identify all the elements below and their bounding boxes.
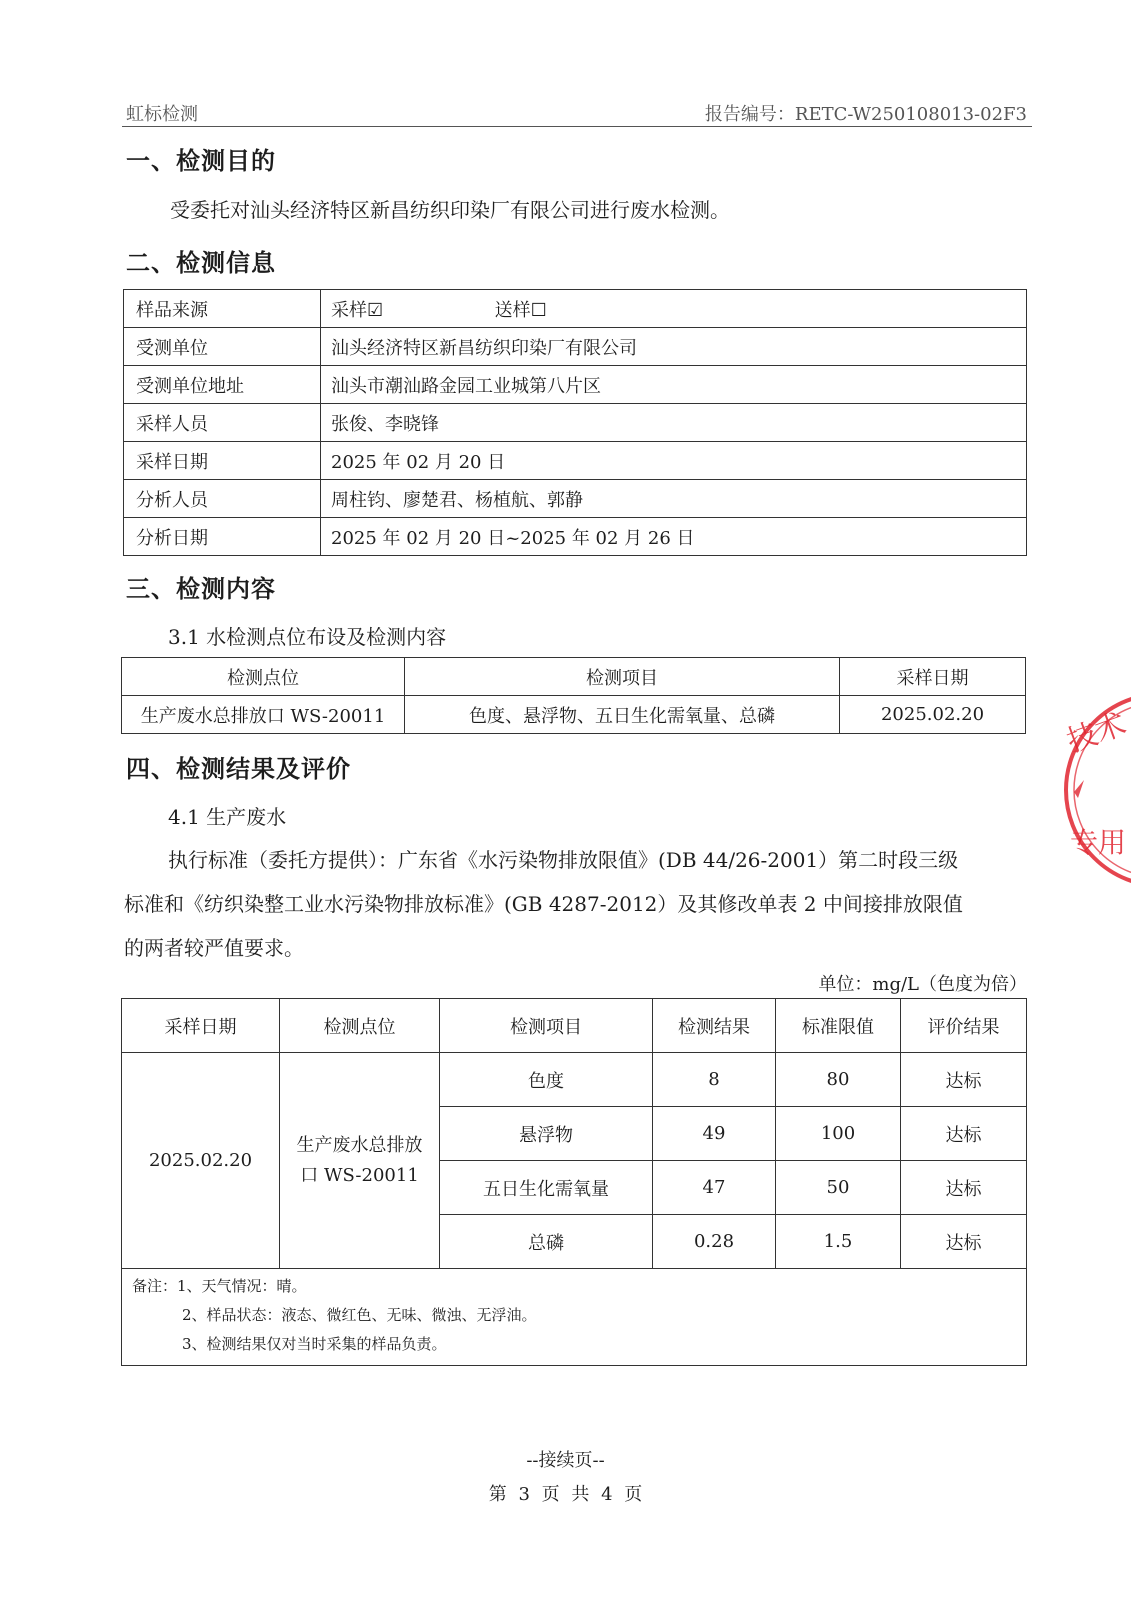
table-cell: 生产废水总排放口 WS-20011: [122, 696, 405, 734]
delivery-checkbox: 送样☐: [494, 299, 547, 321]
limit-cell: 1.5: [776, 1215, 901, 1269]
info-key: 样品来源: [124, 290, 321, 328]
info-table: [123, 289, 1027, 556]
notes-cell: [122, 1269, 1027, 1366]
report-number: 报告编号：RETC-W250108013-02F3: [704, 104, 1027, 125]
table-row: [122, 696, 1026, 734]
info-value: 2025 年 02 月 20 日: [321, 442, 1027, 480]
notes-row: [122, 1269, 1027, 1366]
section4-title: 四、检测结果及评价: [126, 755, 351, 783]
page-number: 第 3 页 共 4 页: [488, 1484, 643, 1505]
section3-title: 三、检测内容: [126, 575, 276, 603]
info-row: [124, 518, 1027, 556]
info-key: 分析人员: [124, 480, 321, 518]
column-header: 标准限值: [776, 999, 901, 1053]
table-cell: 色度、悬浮物、五日生化需氧量、总磷: [405, 696, 840, 734]
info-key: 采样日期: [124, 442, 321, 480]
eval-cell: 达标: [901, 1107, 1027, 1161]
column-header: 评价结果: [901, 999, 1027, 1053]
note-line: 备注：1、天气情况：晴。: [132, 1277, 307, 1295]
table-cell: 2025.02.20: [840, 696, 1026, 734]
site-cell: [280, 1053, 440, 1269]
standard-line: 的两者较严值要求。: [124, 936, 304, 960]
info-row: [124, 328, 1027, 366]
column-header: 采样日期: [122, 999, 280, 1053]
info-sample-source: [321, 290, 1027, 328]
info-value: 汕头经济特区新昌纺织印染厂有限公司: [321, 328, 1027, 366]
section2-title: 二、检测信息: [126, 249, 276, 277]
limit-cell: 100: [776, 1107, 901, 1161]
table-header-row: [122, 658, 1026, 696]
limit-cell: 50: [776, 1161, 901, 1215]
table-row: [122, 1053, 1027, 1107]
info-key: 受测单位: [124, 328, 321, 366]
results-table: [121, 998, 1027, 1366]
column-header: 采样日期: [840, 658, 1026, 696]
section4-subtitle: 4.1 生产废水: [168, 805, 287, 829]
column-header: 检测点位: [122, 658, 405, 696]
info-value: 张俊、李晓锋: [321, 404, 1027, 442]
site-line: 口 WS-20011: [300, 1164, 419, 1186]
eval-cell: 达标: [901, 1053, 1027, 1107]
column-header: 检测项目: [440, 999, 653, 1053]
limit-cell: 80: [776, 1053, 901, 1107]
result-cell: 8: [653, 1053, 776, 1107]
info-row: [124, 442, 1027, 480]
continue-label: --接续页--: [526, 1450, 605, 1471]
site-line: 生产废水总排放: [296, 1134, 423, 1156]
unit-label: 单位：mg/L（色度为倍）: [818, 974, 1027, 995]
info-row: [124, 480, 1027, 518]
note-line: 3、检测结果仅对当时采集的样品负责。: [182, 1335, 447, 1353]
section3-subtitle: 3.1 水检测点位布设及检测内容: [168, 625, 447, 649]
info-row: [124, 404, 1027, 442]
note-line: 2、样品状态：液态、微红色、无味、微浊、无浮油。: [182, 1306, 537, 1324]
seal-text-top: 技术: [1062, 706, 1131, 760]
column-header: 检测结果: [653, 999, 776, 1053]
column-header: 检测点位: [280, 999, 440, 1053]
info-value: 汕头市潮汕路金园工业城第八片区: [321, 366, 1027, 404]
section1-text: 受委托对汕头经济特区新昌纺织印染厂有限公司进行废水检测。: [170, 198, 730, 222]
info-row: [124, 366, 1027, 404]
info-key: 采样人员: [124, 404, 321, 442]
info-key: 分析日期: [124, 518, 321, 556]
seal-text-bottom: 专用: [1070, 826, 1127, 859]
item-cell: 悬浮物: [440, 1107, 653, 1161]
points-table: [121, 657, 1026, 734]
info-row: [124, 290, 1027, 328]
company-header: 虹标检测: [126, 104, 198, 125]
item-cell: 总磷: [440, 1215, 653, 1269]
item-cell: 五日生化需氧量: [440, 1161, 653, 1215]
info-value: 周柱钧、廖楚君、杨植航、郭静: [321, 480, 1027, 518]
eval-cell: 达标: [901, 1161, 1027, 1215]
info-key: 受测单位地址: [124, 366, 321, 404]
result-cell: 47: [653, 1161, 776, 1215]
item-cell: 色度: [440, 1053, 653, 1107]
section1-title: 一、检测目的: [126, 147, 276, 175]
header-divider: [122, 126, 1032, 127]
red-seal-stamp: [1062, 680, 1131, 900]
standard-line: 执行标准（委托方提供）：广东省《水污染物排放限值》(DB 44/26-2001）第二时段三级: [168, 848, 959, 872]
table-header-row: [122, 999, 1027, 1053]
eval-cell: 达标: [901, 1215, 1027, 1269]
result-cell: 49: [653, 1107, 776, 1161]
column-header: 检测项目: [405, 658, 840, 696]
sampling-checkbox: 采样☑: [331, 299, 384, 321]
standard-line: 标准和《纺织染整工业水污染物排放标准》(GB 4287-2012）及其修改单表 2 中间接排放限值: [124, 892, 963, 916]
info-value: 2025 年 02 月 20 日~2025 年 02 月 26 日: [321, 518, 1027, 556]
result-cell: 0.28: [653, 1215, 776, 1269]
sample-date-cell: 2025.02.20: [122, 1053, 280, 1269]
